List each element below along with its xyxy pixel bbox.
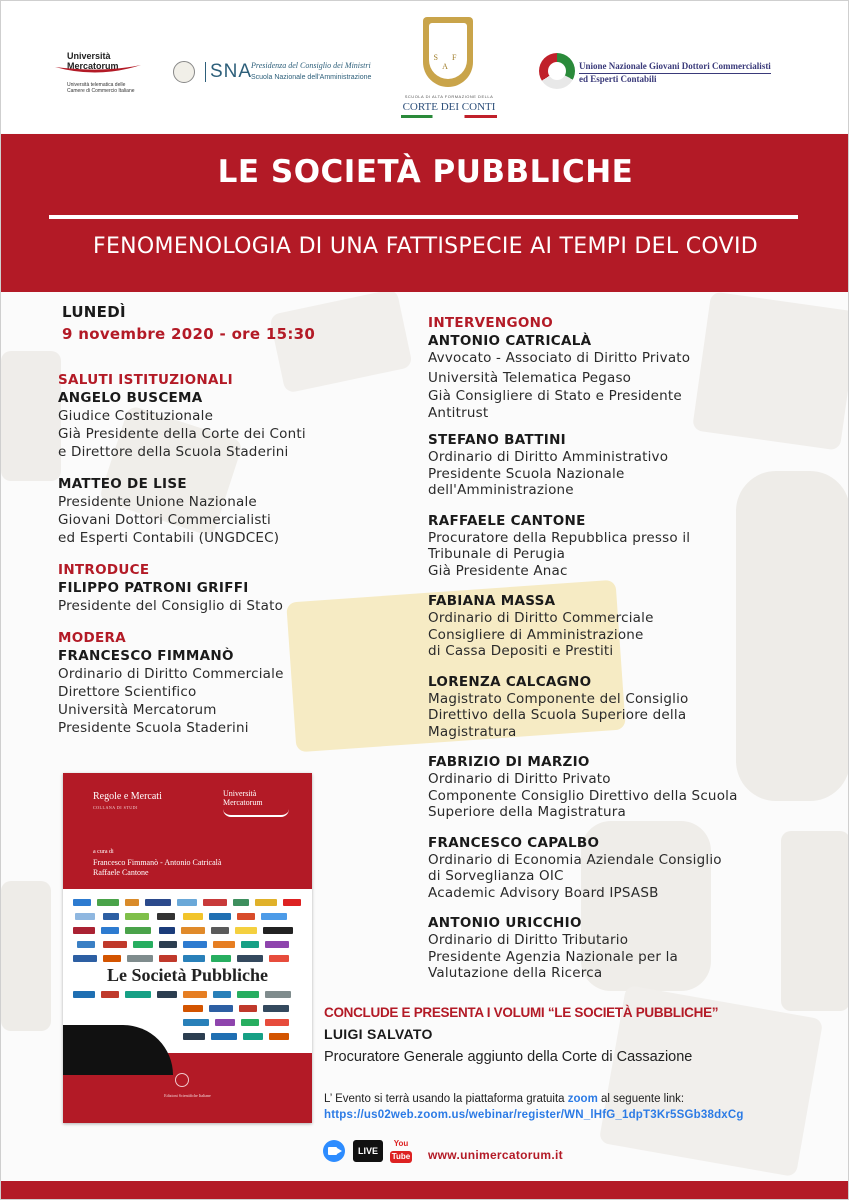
sna-abbr: SNA — [205, 62, 252, 82]
speaker-role: Già Consigliere di Stato e Presidente — [428, 388, 682, 404]
speaker-role: Ordinario di Diritto Commerciale — [428, 610, 654, 626]
access-text-before: L’ Evento si terrà usando la piattaforma gratuita — [324, 1093, 568, 1105]
book-title: Le Società Pubbliche — [107, 965, 268, 985]
sna-line2: Scuola Nazionale dell'Amministrazione — [251, 74, 372, 81]
youtube-bottom-label: Tube — [391, 1152, 411, 1161]
speaker-role: e Direttore della Scuola Staderini — [58, 444, 289, 460]
banner-divider — [49, 215, 798, 219]
youtube-top-label: You — [393, 1139, 409, 1148]
speaker-role: Giudice Costituzionale — [58, 408, 214, 424]
intervengono-label: INTERVENGONO — [428, 315, 554, 331]
speaker-role: Valutazione della Ricerca — [428, 965, 603, 981]
book-series: Regole e Mercati — [93, 791, 162, 802]
speaker-name: FRANCESCO FIMMANÒ — [58, 648, 234, 664]
speaker-role: Presidente Scuola Staderini — [58, 720, 249, 736]
speaker-name: FRANCESCO CAPALBO — [428, 834, 600, 851]
speaker-role: di Cassa Depositi e Prestiti — [428, 643, 614, 659]
speaker-role: Già Presidente della Corte dei Conti — [58, 426, 306, 442]
webinar-link[interactable]: https://us02web.zoom.us/webinar/register/WN_lHfG_1dpT3Kr5SGb38dxCg — [324, 1109, 744, 1121]
closing-section — [324, 1005, 844, 1065]
zoom-icon[interactable] — [323, 1140, 345, 1162]
speaker-role: Academic Advisory Board IPSASB — [428, 884, 659, 901]
speaker-role: Superiore della Magistratura — [428, 804, 627, 820]
speaker-name: FABIANA MASSA — [428, 593, 556, 609]
book-publisher: Università Mercatorum — [223, 789, 263, 807]
bg-block — [1, 351, 61, 481]
event-subtitle: FENOMENOLOGIA DI UNA FATTISPECIE AI TEMPI DEL COVID — [93, 234, 758, 259]
mercatorum-name: Università Mercatorum — [67, 51, 119, 71]
speaker-role: Procuratore della Repubblica presso il — [428, 529, 691, 546]
ungdcec-logo — [539, 53, 779, 93]
speaker-role: Direttivo della Scuola Superiore della — [428, 707, 687, 723]
speaker-role: Presidente Agenzia Nazionale per la — [428, 948, 679, 965]
speaker-name: MATTEO DE LISE — [58, 476, 187, 492]
mercatorum-swoosh-icon — [53, 63, 143, 77]
live-icon[interactable]: LIVE — [353, 1140, 383, 1162]
cdc-big-text: CORTE DEI CONTI — [402, 101, 496, 113]
speaker-role: Università Mercatorum — [58, 702, 217, 718]
book-cover — [63, 773, 312, 1123]
event-day: LUNEDÌ — [62, 303, 126, 321]
book-authors: Francesco Fimmanò - Antonio Catricalà Raffaele Cantone — [93, 858, 222, 877]
speaker-role: Consigliere di Amministrazione — [428, 626, 644, 643]
mercatorum-logo — [53, 51, 153, 101]
book-cover-top — [63, 773, 312, 889]
speaker-role: Ordinario di Diritto Amministrativo — [428, 449, 669, 465]
speaker-role: Ordinario di Diritto Tributario — [428, 932, 629, 948]
publisher-emblem-icon — [175, 1073, 189, 1087]
speaker-role: Antitrust — [428, 404, 489, 421]
speaker-role: Giovani Dottori Commercialisti — [58, 512, 271, 528]
right-column — [428, 314, 828, 982]
book-series-sub: COLLANA DI STUDI — [93, 805, 138, 810]
speaker-role: di Sorveglianza OIC — [428, 868, 564, 884]
access-platform: zoom — [567, 1093, 598, 1105]
footer-bar — [1, 1181, 849, 1200]
closing-speaker-role: Procuratore Generale aggiunto della Corte di Cassazione — [324, 1049, 693, 1065]
cdc-small-text: SCUOLA DI ALTA FORMAZIONE DELLA — [404, 94, 494, 99]
speaker-name: ANTONIO CATRICALÀ — [428, 333, 592, 349]
ungdcec-line2: ed Esperti Contabili — [579, 74, 657, 84]
modera-label: MODERA — [58, 630, 126, 646]
publisher-swoosh-icon — [223, 809, 289, 817]
mercatorum-subtitle: Università telematica delle Camere di Commercio Italiane — [67, 82, 135, 94]
speaker-role: Università Telematica Pegaso — [428, 369, 632, 386]
cdc-shield-icon — [423, 17, 473, 87]
access-info — [324, 1093, 684, 1105]
event-date: 9 novembre 2020 - ore 15:30 — [62, 325, 316, 343]
republic-seal-icon — [173, 61, 195, 83]
speaker-name: ANTONIO URICCHIO — [428, 915, 582, 931]
speaker-role: Tribunale di Perugia — [428, 546, 566, 562]
speaker-role: Magistrato Componente del Consiglio — [428, 690, 689, 707]
speaker-role: Ordinario di Economia Aziendale Consiglio — [428, 851, 722, 868]
speaker-name: STEFANO BATTINI — [428, 432, 567, 448]
speaker-role: Presidente Unione Nazionale — [58, 494, 257, 510]
speaker-name: RAFFAELE CANTONE — [428, 512, 586, 529]
ungdcec-line1: Unione Nazionale Giovani Dottori Commercialisti — [579, 61, 771, 74]
closing-speaker-name: LUIGI SALVATO — [324, 1026, 433, 1042]
speaker-role: Ordinario di Diritto Privato — [428, 771, 611, 787]
title-banner — [1, 134, 849, 292]
bg-block — [1, 881, 51, 1031]
speaker-role: Presidente Scuola Nazionale — [428, 465, 625, 482]
corte-dei-conti-logo — [397, 17, 501, 121]
ungdcec-mark-icon — [539, 53, 575, 89]
sna-logo — [173, 57, 383, 91]
speaker-name: FABRIZIO DI MARZIO — [428, 754, 590, 770]
speaker-name: FILIPPO PATRONI GRIFFI — [58, 580, 249, 596]
speaker-role: Componente Consiglio Direttivo della Scuola — [428, 787, 738, 804]
sna-line1: Presidenza del Consiglio dei Ministri — [251, 61, 371, 70]
book-editor: Edizioni Scientifiche Italiane — [164, 1093, 211, 1098]
closing-label: CONCLUDE E PRESENTA I VOLUMI “LE SOCIETÀ PUBBLICHE” — [324, 1005, 719, 1020]
speaker-role: Ordinario di Diritto Commerciale — [58, 666, 284, 682]
speaker-name: ANGELO BUSCEMA — [58, 390, 203, 406]
event-title: LE SOCIETÀ PUBBLICHE — [217, 154, 634, 190]
speaker-role: Avvocato - Associato di Diritto Privato — [428, 350, 691, 366]
book-wave-shape — [63, 1025, 173, 1075]
website-link[interactable]: www.unimercatorum.it — [428, 1148, 563, 1162]
youtube-icon[interactable] — [390, 1138, 412, 1164]
book-cura: a cura di — [93, 849, 114, 855]
italian-flag-stripe — [401, 115, 497, 118]
speaker-name: LORENZA CALCAGNO — [428, 673, 592, 690]
speaker-role: dell'Amministrazione — [428, 482, 574, 498]
speaker-role: ed Esperti Contabili (UNGDCEC) — [58, 530, 280, 546]
saluti-label: SALUTI ISTITUZIONALI — [58, 372, 233, 388]
speaker-role: Già Presidente Anac — [428, 562, 568, 579]
introduce-label: INTRODUCE — [58, 562, 150, 578]
speaker-role: Presidente del Consiglio di Stato — [58, 598, 284, 614]
cdc-letters: S F A — [433, 53, 463, 71]
logo-header — [1, 1, 849, 133]
access-text-after: al seguente link: — [597, 1093, 685, 1105]
left-column — [58, 303, 358, 737]
speaker-role: Direttore Scientifico — [58, 684, 197, 700]
speaker-role: Magistratura — [428, 723, 517, 740]
